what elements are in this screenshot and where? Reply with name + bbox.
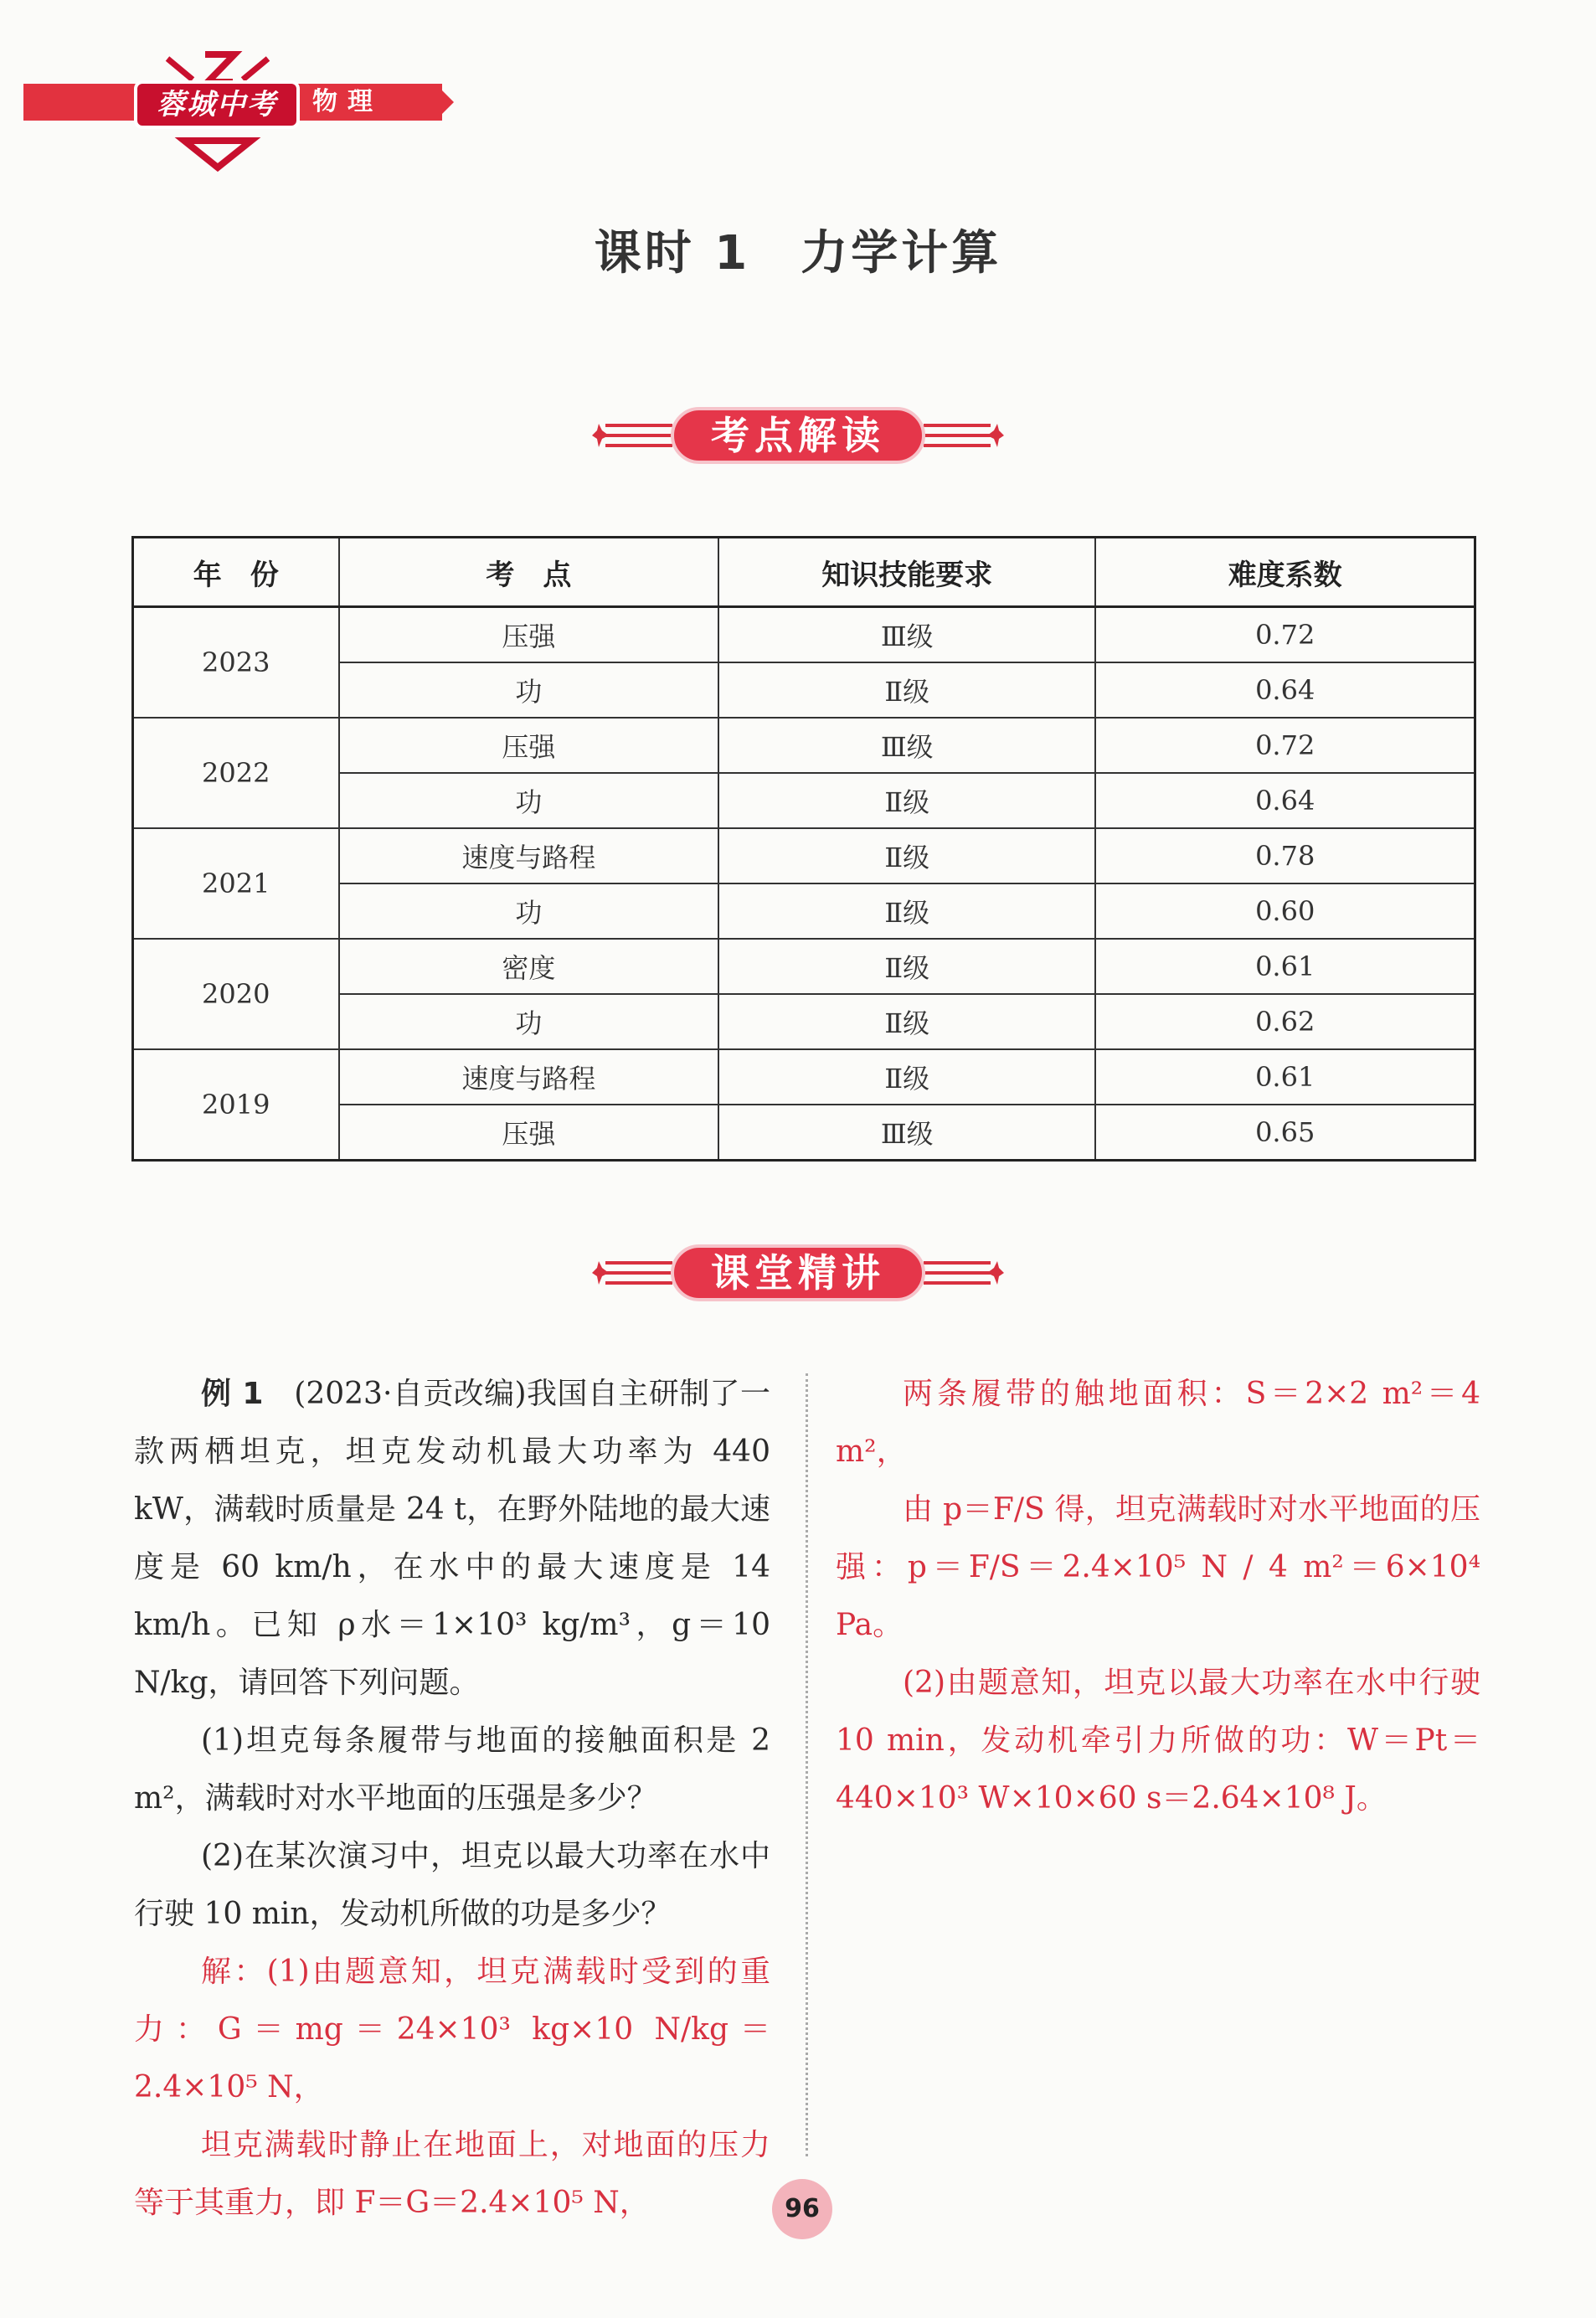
year-cell: 2023 bbox=[133, 607, 339, 719]
topic-cell: 功 bbox=[339, 994, 719, 1049]
header-bar-arrow bbox=[435, 84, 454, 121]
column-divider bbox=[806, 1373, 808, 2156]
level-cell: Ⅱ级 bbox=[718, 883, 1095, 939]
table-row bbox=[133, 718, 1475, 773]
table-row bbox=[133, 939, 1475, 994]
table-header-row bbox=[133, 538, 1475, 607]
difficulty-cell: 0.62 bbox=[1095, 994, 1475, 1049]
level-cell: Ⅲ级 bbox=[718, 607, 1095, 663]
year-cell: 2019 bbox=[133, 1049, 339, 1161]
difficulty-cell: 0.60 bbox=[1095, 883, 1475, 939]
difficulty-cell: 0.64 bbox=[1095, 773, 1475, 828]
solution-step-2: 坦克满载时静止在地面上，对地面的压力等于其重力，即 F＝G＝2.4×10⁵ N， bbox=[134, 2128, 770, 2220]
topic-cell: 功 bbox=[339, 773, 719, 828]
level-cell: Ⅱ级 bbox=[718, 662, 1095, 718]
banner-title: 考点解读 bbox=[711, 413, 885, 458]
solution-step-3: 两条履带的触地面积：S＝2×2 m²＝4 m²， bbox=[836, 1377, 1480, 1469]
level-cell: Ⅱ级 bbox=[718, 939, 1095, 994]
difficulty-cell: 0.64 bbox=[1095, 662, 1475, 718]
lesson-title: 课时 1 力学计算 bbox=[594, 226, 1002, 281]
header bbox=[0, 0, 469, 176]
difficulty-cell: 0.61 bbox=[1095, 1049, 1475, 1105]
topic-cell: 压强 bbox=[339, 718, 719, 773]
difficulty-cell: 0.72 bbox=[1095, 718, 1475, 773]
col-header-difficulty: 难度系数 bbox=[1095, 538, 1475, 607]
example-stem-text: 我国自主研制了一款两栖坦克，坦克发动机最大功率为 440 kW，满载时质量是 24 t，在野外陆地的最大速度是 60 km/h，在水中的最大速度是 14 km/h。已知 ρ水＝1×10³ kg/m³，g＝10 N/kg，请回答下列问题。 bbox=[134, 1377, 770, 1700]
difficulty-cell: 0.65 bbox=[1095, 1105, 1475, 1161]
question-2: (2)在某次演习中，坦克以最大功率在水中行驶 10 min，发动机所做的功是多少？ bbox=[134, 1839, 770, 1931]
col-header-skill: 知识技能要求 bbox=[718, 538, 1095, 607]
topic-cell: 速度与路程 bbox=[339, 828, 719, 883]
example-source: (2023·自贡改编) bbox=[294, 1377, 527, 1411]
year-cell: 2022 bbox=[133, 718, 339, 828]
topic-cell: 压强 bbox=[339, 607, 719, 663]
section-banner-exam-points bbox=[580, 394, 1016, 477]
table-row bbox=[133, 1049, 1475, 1105]
example-right-column bbox=[836, 1365, 1480, 1827]
topic-cell: 功 bbox=[339, 662, 719, 718]
example-left-column bbox=[134, 1365, 770, 2220]
level-cell: Ⅱ级 bbox=[718, 1049, 1095, 1105]
level-cell: Ⅲ级 bbox=[718, 718, 1095, 773]
year-cell: 2020 bbox=[133, 939, 339, 1049]
topic-cell: 速度与路程 bbox=[339, 1049, 719, 1105]
level-cell: Ⅱ级 bbox=[718, 828, 1095, 883]
topic-cell: 压强 bbox=[339, 1105, 719, 1161]
col-header-topic: 考 点 bbox=[339, 538, 719, 607]
level-cell: Ⅱ级 bbox=[718, 773, 1095, 828]
example-label: 例 1 bbox=[201, 1377, 264, 1411]
solution-step-4: 由 p＝F/S 得，坦克满载时对水平地面的压强：p＝F/S＝2.4×10⁵ N / 4 m²＝6×10⁴ Pa。 bbox=[836, 1492, 1480, 1642]
subject-label: 物理 bbox=[312, 87, 383, 116]
difficulty-cell: 0.72 bbox=[1095, 607, 1475, 663]
logo-text: 蓉城中考 bbox=[134, 80, 300, 129]
difficulty-cell: 0.61 bbox=[1095, 939, 1475, 994]
page-number: 96 bbox=[772, 2179, 832, 2239]
col-header-year: 年 份 bbox=[133, 538, 339, 607]
exam-points-table bbox=[131, 536, 1476, 1162]
solution-step-5: (2)由题意知，坦克以最大功率在水中行驶 10 min，发动机牵引力所做的功：W＝Pt＝440×10³ W×10×60 s＝2.64×10⁸ J。 bbox=[836, 1666, 1480, 1816]
topic-cell: 密度 bbox=[339, 939, 719, 994]
level-cell: Ⅱ级 bbox=[718, 994, 1095, 1049]
question-1: (1)坦克每条履带与地面的接触面积是 2 m²，满载时对水平地面的压强是多少？ bbox=[134, 1723, 770, 1816]
difficulty-cell: 0.78 bbox=[1095, 828, 1475, 883]
topic-cell: 功 bbox=[339, 883, 719, 939]
solution-step-1: 解：(1)由题意知，坦克满载时受到的重力：G＝mg＝24×10³ kg×10 N/kg＝2.4×10⁵ N， bbox=[134, 1955, 770, 2104]
table-row bbox=[133, 607, 1475, 663]
table-row bbox=[133, 828, 1475, 883]
example-stem bbox=[134, 1365, 770, 1712]
year-cell: 2021 bbox=[133, 828, 339, 939]
level-cell: Ⅲ级 bbox=[718, 1105, 1095, 1161]
banner-title: 课堂精讲 bbox=[711, 1250, 885, 1296]
section-banner-lecture bbox=[580, 1231, 1016, 1315]
